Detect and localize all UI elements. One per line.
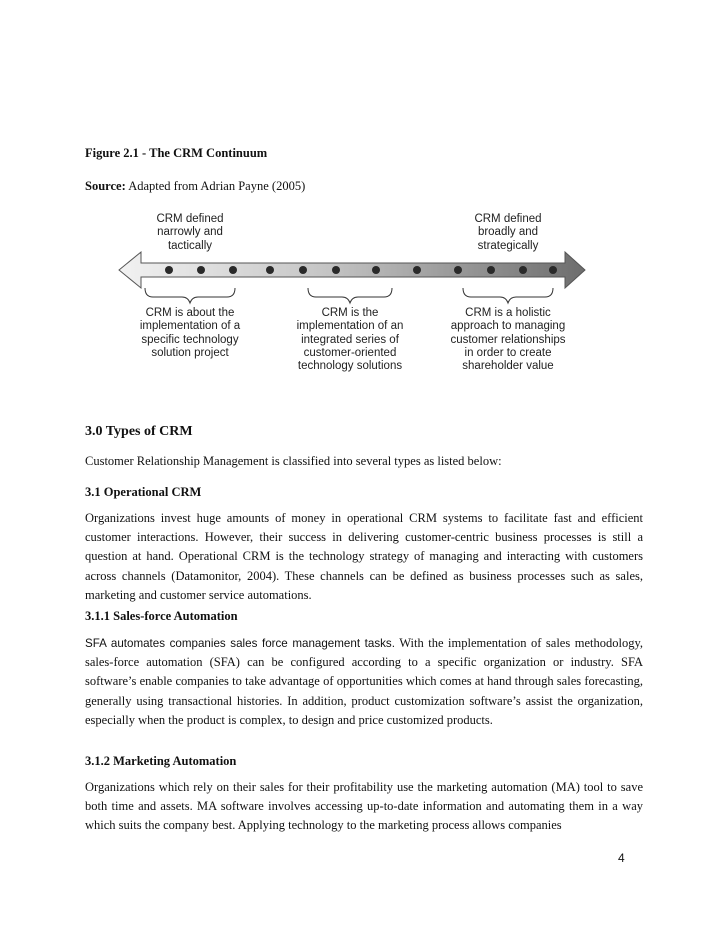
section-heading-sfa: 3.1.1 Sales-force Automation: [85, 609, 238, 623]
source-text: Adapted from Adrian Payne (2005): [128, 179, 306, 193]
sfa-body-first-sentence: SFA automates companies sales force management tasks.: [85, 637, 395, 650]
label-technology-project: CRM is about the implementation of a specific technology solution project: [139, 307, 241, 359]
figure-source: [85, 178, 305, 194]
types-intro: Customer Relationship Management is classified into several types as listed below:: [85, 454, 502, 468]
continuum-arrow: [119, 252, 585, 288]
sfa-body: [85, 634, 643, 730]
continuum-dot: [332, 266, 340, 274]
continuum-dot: [299, 266, 307, 274]
brace-middle: [308, 288, 392, 303]
sfa-body-rest: With the implementation of sales methodology, sales-force automation (SFA) can be configured according to a specific organization or industry. SFA software’s enable companies to take advantage of opportunities which comes at hand through sales forecasting, generally using transactional histories. In addition, product customization software’s assist the organization, especially when the product is complex, to design and price customized products.: [85, 636, 644, 727]
source-label: Source:: [85, 179, 126, 193]
continuum-dot: [487, 266, 495, 274]
continuum-dot: [372, 266, 380, 274]
continuum-dot: [266, 266, 274, 274]
section-heading-ma: 3.1.2 Marketing Automation: [85, 754, 237, 768]
crm-continuum-figure: [115, 205, 595, 385]
label-narrow-tactical: CRM defined narrowly and tactically: [156, 213, 224, 252]
label-broad-strategic: CRM defined broadly and strategically: [474, 213, 542, 252]
figure-caption: Figure 2.1 - The CRM Continuum: [85, 146, 268, 160]
operational-body: Organizations invest huge amounts of money in operational CRM systems to facilitate fast and efficient customer interactions. However, their success in delivering customer-centric business processes is still a question at hand. Operational CRM is the technology strategy of managing and interacting with customers across channels (Datamonitor, 2004). These channels can be defined as business processes such as sales, marketing and customer service automations.: [85, 511, 643, 602]
continuum-dot: [229, 266, 237, 274]
continuum-dot: [197, 266, 205, 274]
continuum-dot: [519, 266, 527, 274]
ma-body: Organizations which rely on their sales for their profitability use the marketing automation (MA) tool to save both time and assets. MA software involves accessing up-to-date information and automating them in a way which suits the company best. Applying technology to the marketing process allows companies: [85, 780, 643, 833]
section-heading-types: 3.0 Types of CRM: [85, 424, 193, 439]
section-heading-operational: 3.1 Operational CRM: [85, 485, 202, 499]
continuum-dot: [165, 266, 173, 274]
label-holistic-approach: CRM is a holistic approach to managing customer relationships in order to create shareholder value: [450, 307, 566, 373]
brace-right: [463, 288, 553, 303]
label-integrated-solutions: CRM is the implementation of an integrated series of customer-oriented technology solutions: [296, 307, 404, 373]
page-number: 4: [618, 851, 625, 865]
brace-left: [145, 288, 235, 303]
continuum-dot: [549, 266, 557, 274]
continuum-dot: [413, 266, 421, 274]
continuum-dot: [454, 266, 462, 274]
